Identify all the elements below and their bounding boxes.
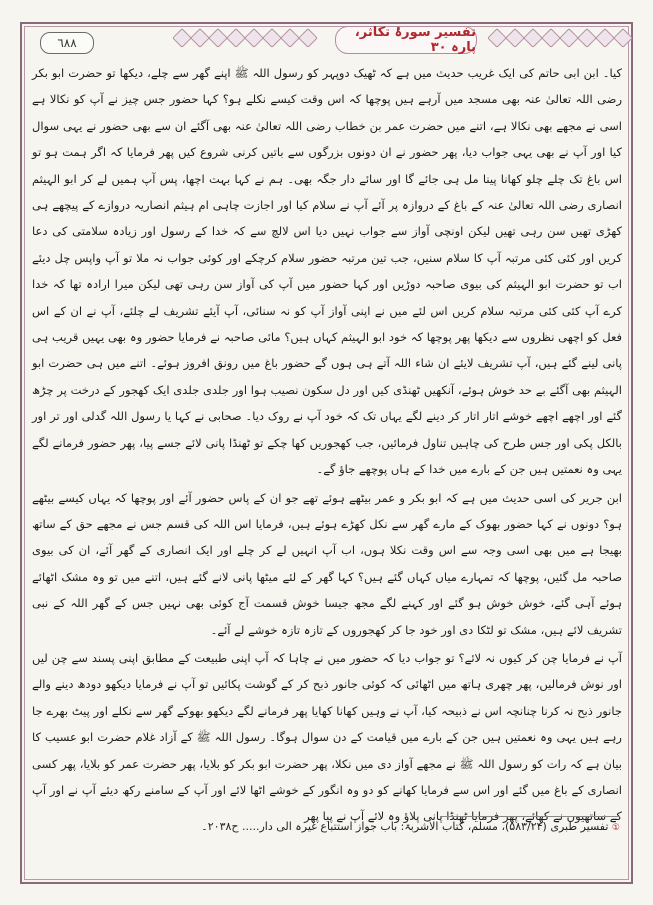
- paragraph: آپ نے فرمایا چن کر کیوں نہ لائے؟ تو جواب دیا کہ حضور میں نے چاہا کہ آپ اپنی طبیعت کے مطابق اپنی پسند سے چن لیں اور نوش فرمالیں، پھر چھری ہاتھ میں اٹھائی کہ کوئی جانور ذبح کر کے گوشت پکائیں تو آپ نے فرمایا دیکھو دودھ دینے والے جانور ذبح نہ کرنا چنانچہ اس نے ذبیحہ کیا، آپ نے وہیں کھانا کھایا پھر فرمانے لگے دیکھو بھوکے گھر سے نکلے اور پیٹ بھرے جا رہے ہیں یہی وہ نعمتیں ہیں جن کے بارے میں قیامت کے دن سوال ہوگا۔ رسول اللہ ﷺ کے آزاد غلام حضرت ابو عسیب کا بیان ہے کہ رات کو رسول اللہ ﷺ نے مجھے آواز دی میں نکلا، پھر حضرت ابو بکر کو بلایا، پھر حضرت عمر کو بلایا، پھر کسی انصاری کے باغ میں گئے اور اس سے فرمایا کھانے کو دو وہ انگور کے خوشے اٹھا لائے اور آپ کے سامنے رکھ دیئے آپ نے اور آپ کے ساتھیوں نے کھائے، پھر فرمایا ٹھنڈا پانی پلاؤ وہ لائے آپ نے پیا پھر: [32, 650, 622, 824]
- ornament-left-icon: [175, 28, 315, 48]
- footnote: [40, 820, 620, 833]
- footnote-divider: [440, 816, 620, 817]
- footnote-text: تفسیر طبری (۵۸۳/۲۴)، مسلم، کتاب الاشربۃ: باب جواز استتباع غیرہ الی دار..... ح۲۰۳۸۔: [201, 820, 609, 833]
- running-title: تفسیر سورۂ تکاثر، پارہ ۳۰: [335, 26, 477, 54]
- footnote-marker: ①: [611, 823, 620, 833]
- body-text: [32, 60, 622, 824]
- page-header: [20, 22, 633, 62]
- ornament-right-icon: [490, 28, 630, 48]
- paragraph: کیا۔ ابن ابی حاتم کی ایک غریب حدیث میں ہے کہ ٹھیک دوپہر کو رسول اللہ ﷺ اپنے گھر سے چلے، دیکھا تو حضرت ابو بکر رضی اللہ تعالیٰ عنہ بھی مسجد میں آرہے ہیں پوچھا کہ اس وقت کیسے نکلے ہو؟ کہا حضور جس چیز نے آپ کو نکالا ہے اسی نے مجھے بھی نکالا ہے، اتنے میں حضرت عمر بن خطاب رضی اللہ تعالیٰ عنہ بھی آگئے ان سے بھی حضور نے یہی سوال کیا اور آپ نے بھی یہی جواب دیا، پھر حضور نے ان دونوں بزرگوں سے باتیں کرنی شروع کیں پھر فرمایا کہ اگر ہمت ہو تو اس باغ تک چلے چلو کھانا پینا مل ہی جائے گا اور سائے دار جگہ بھی۔ ہم نے کہا بہت اچھا، پس آپ ہمیں لے کر ابو الہیثم انصاری رضی اللہ تعالیٰ عنہ کے باغ کے دروازہ پر آئے آپ نے سلام کیا اور اجازت چاہی ام ہیثم انصاریہ دروازے کے پیچھے ہی کھڑی تھیں سن رہی تھیں لیکن اونچی آواز سے جواب نہیں دیا اس لالچ سے کہ خدا کے رسول اور زیادہ سلامتی کی دعا کریں اور کئی کئی مرتبہ آپ کا سلام سنیں، جب تین مرتبہ حضور سلام کرچکے اور کوئی جواب نہ ملا تو آپ واپس چل دیئے اب تو حضرت ابو الہیثم کی بیوی صاحبہ دوڑیں اور کہا حضور میں آپ کی آواز سن رہی تھی لیکن میرا ارادہ تھا کہ خدا کرے آپ کئی کئی مرتبہ سلام کریں اس لئے میں نے اپنی آواز آپ کو نہ سنائی، آپ آیئے تشریف لے چلئے، آپ نے ان کے اس فعل کو اچھی نظروں سے دیکھا پھر پوچھا کہ خود ابو الہیثم کہاں ہیں؟ مائی صاحبہ نے فرمایا حضور وہ بھی یہیں قریب ہی پانی لینے گئے ہیں، آپ تشریف لایئے ان شاء اللہ آتے ہی ہوں گے حضور باغ میں رونق افروز ہوئے۔ اتنے میں ہی حضرت ابو الہیثم بھی آگئے بے حد خوش ہوئے، آنکھیں ٹھنڈی کیں اور دل سکون نصیب ہوا اور جلدی جلدی ایک کھجور کے درخت پر چڑھ گئے اور اچھے اچھے خوشے اتار اتار کر دینے لگے یہاں تک کہ خود آپ نے روک دیا۔ صحابی نے کہا یا رسول اللہ گدلی اور تر اور بالکل پکی اور جس طرح کی چاہیں تناول فرمائیں، جب کھجوریں کھا چکے تو ٹھنڈا پانی لائے جسے پیا، پھر حضور فرمانے لگے یہی وہ نعمتیں ہیں جن کے بارے میں خدا کے ہاں پوچھے جاؤ گے۔: [32, 66, 622, 477]
- page-number: ٦٨٨: [40, 32, 94, 54]
- paragraph: ابن جریر کی اسی حدیث میں ہے کہ ابو بکر و عمر بیٹھے ہوئے تھے جو ان کے پاس حضور آئے اور پوچھا کہ یہاں کیسے بیٹھے ہو؟ دونوں نے کہا حضور بھوک کے مارے گھر سے نکل کھڑے ہوئے ہیں، فرمایا اس اللہ کی قسم جس نے مجھے حق کے ساتھ بھیجا ہے میں بھی اسی وجہ سے اس وقت نکلا ہوں، اب آپ انہیں لے کر چلے اور ایک انصاری کے گھر آئے، ان کی بیوی صاحبہ مل گئیں، پوچھا کہ تمہارے میاں کہاں گئے ہیں؟ کہا گھر کے لئے میٹھا پانی لانے گئے ہیں، اتنے میں تو وہ مشک اٹھائے ہوئے آہی گئے، خوش خوش ہو گئے اور کہنے لگے مجھ جیسا خوش قسمت آج کوئی بھی نہیں جس کے گھر اللہ کے نبی تشریف لائے ہیں، مشک تو لٹکا دی اور خود جا کر کھجوروں کے تازہ تازہ خوشے لے آئے۔: [32, 490, 622, 637]
